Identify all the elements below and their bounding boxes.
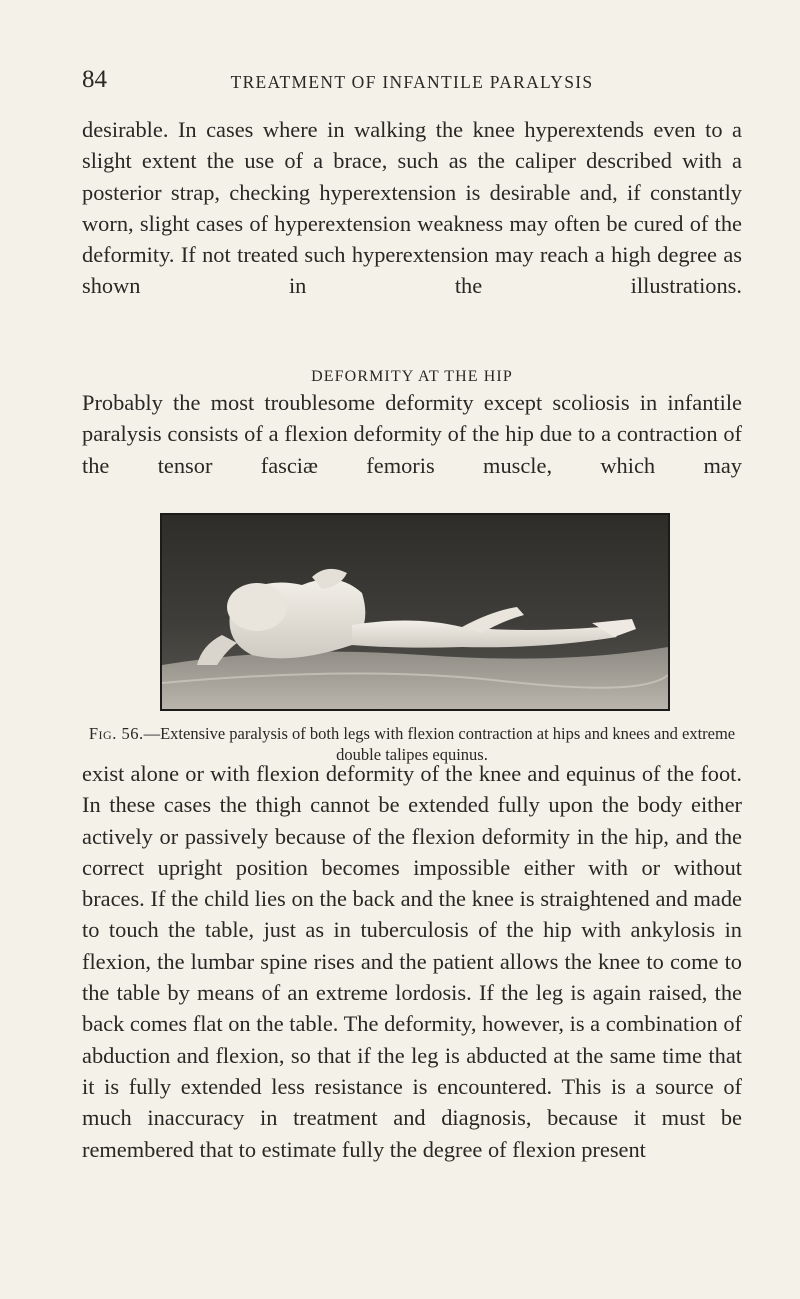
page-number: 84	[82, 66, 107, 93]
running-title: TREATMENT OF INFANTILE PARALYSIS	[230, 72, 594, 92]
paragraph-3: exist alone or with flexion deformity of the knee and equinus of the foot. In these cases the thigh cannot be extended fully upon the body either actively or passively because of the flexion deformity in the hip, and the correct upright position becomes impossible either with or without braces. If the child lies on the back and the knee is straightened and made to touch the table, just as in tuberculosis of the hip with ankylosis in flexion, the lumbar spine rises and the patient allows the knee to come to the table by means of an extreme lordosis. If the leg is again raised, the back comes flat on the table. The deformity, however, is a combination of abduction and flexion, so that if the leg is abducted at the same time that it is fully extended less resistance is encountered. This is a source of much inaccuracy in treatment and diagnosis, because it must be remembered that to estimate fully the degree of flexion present	[82, 761, 742, 1162]
figure-photograph	[160, 513, 670, 711]
figure-label: Fig. 56.	[88, 724, 144, 743]
patient-photo-illustration	[162, 515, 668, 709]
paragraph-2: Probably the most troublesome deformity except scoliosis in infantile paralysis consists of a flexion deformity of the hip due to a contraction of the tensor fasciæ femoris muscle, which may	[82, 390, 742, 478]
section-heading: DEFORMITY AT THE HIP	[311, 368, 513, 385]
paragraph-1: desirable. In cases where in walking the knee hyperextends even to a slight extent the use of a brace, such as the caliper described with a posterior strap, checking hyperextension is desirable and, if constantly worn, slight cases of hyperextension weakness may often be cured of the deformity. If not treated such hyperextension may reach a high degree as shown in the illustrations.	[82, 117, 742, 299]
page-header	[82, 64, 742, 98]
figure-caption-text: —Extensive paralysis of both legs with flexion contraction at hips and knees and extreme double talipes equinus.	[143, 724, 736, 764]
